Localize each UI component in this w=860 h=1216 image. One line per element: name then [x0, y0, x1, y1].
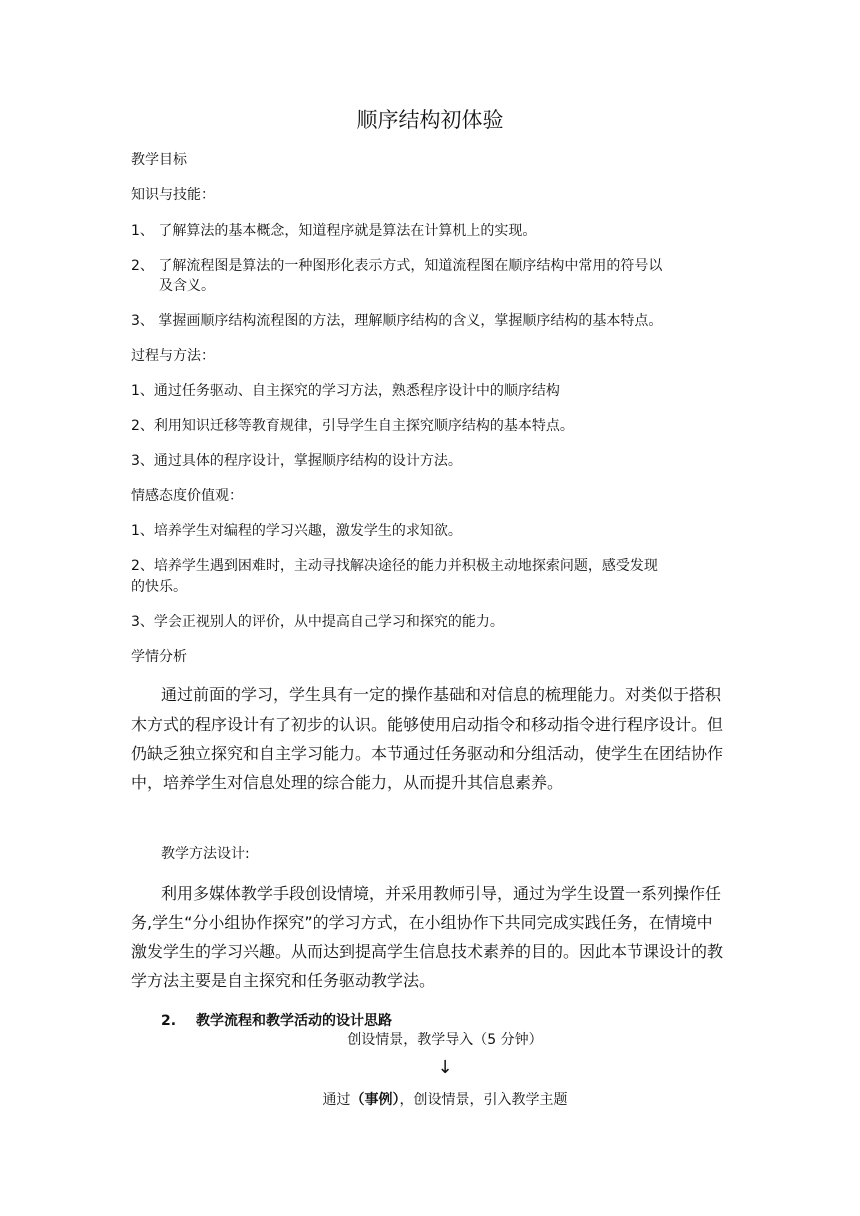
flow-arrow-icon: ↓ — [437, 1057, 453, 1078]
document-title: 顺序结构初体验 — [356, 108, 504, 132]
flow-step-1: 创设情景，教学导入（5 分钟） — [347, 1032, 543, 1048]
analysis-line-1: 通过前面的学习，学生具有一定的操作基础和对信息的梳理能力。对类似于搭积 — [161, 685, 722, 704]
flow-step-2-example: （事例） — [350, 1092, 400, 1108]
objectives-heading: 教学目标 — [131, 152, 187, 168]
flow-step-2-suffix: ，创设情景，引入教学主题 — [399, 1092, 568, 1108]
emotion-item-2: 2、培养学生遇到困难时，主动寻找解决途径的能力并积极主动地探索问题，感受发现 — [131, 558, 658, 574]
flow-section-number: 2. — [161, 1013, 177, 1029]
process-item-2: 2、利用知识迁移等教育规律，引导学生自主探究顺序结构的基本特点。 — [131, 418, 574, 434]
flow-section-heading: 教学流程和教学活动的设计思路 — [196, 1013, 392, 1029]
flow-step-2 — [0, 1090, 860, 1110]
emotion-heading: 情感态度价值观： — [131, 488, 243, 504]
method-line-3: 激发学生的学习兴趣。从而达到提高学生信息技术素养的目的。因此本节课设计的教 — [131, 942, 724, 961]
knowledge-item-1: 1、 了解算法的基本概念，知道程序就是算法在计算机上的实现。 — [131, 223, 537, 239]
knowledge-item-2-cont: 及含义。 — [159, 278, 215, 294]
emotion-item-3: 3、学会正视别人的评价，从中提高自己学习和探究的能力。 — [131, 614, 504, 630]
flow-step-2-prefix: 通过 — [322, 1092, 351, 1108]
analysis-line-3: 仍缺乏独立探究和自主学习能力。本节通过任务驱动和分组活动，使学生在团结协作 — [131, 744, 724, 763]
method-line-2: 务,学生“分小组协作探究”的学习方式，在小组协作下共同完成实践任务，在情境中 — [131, 913, 713, 932]
knowledge-item-3: 3、 掌握画顺序结构流程图的方法，理解顺序结构的含义，掌握顺序结构的基本特点。 — [131, 313, 663, 329]
process-item-3: 3、通过具体的程序设计，掌握顺序结构的设计方法。 — [131, 453, 462, 469]
analysis-line-4: 中，培养学生对信息处理的综合能力，从而提升其信息素养。 — [131, 773, 564, 792]
knowledge-heading: 知识与技能： — [131, 187, 215, 203]
analysis-line-2: 木方式的程序设计有了初步的认识。能够使用启动指令和移动指令进行程序设计。但 — [131, 715, 724, 734]
method-line-4: 学方法主要是自主探究和任务驱动教学法。 — [131, 971, 436, 990]
method-heading: 教学方法设计: — [161, 846, 250, 862]
analysis-heading: 学情分析 — [131, 649, 187, 665]
emotion-item-1: 1、培养学生对编程的学习兴趣，激发学生的求知欲。 — [131, 523, 462, 539]
process-heading: 过程与方法： — [131, 348, 215, 364]
process-item-1: 1、通过任务驱动、自主探究的学习方法，熟悉程序设计中的顺序结构 — [131, 383, 560, 399]
emotion-item-2-cont: 的快乐。 — [131, 579, 187, 595]
method-line-1: 利用多媒体教学手段创设情境，并采用教师引导，通过为学生设置一系列操作任 — [161, 884, 722, 903]
knowledge-item-2: 2、 了解流程图是算法的一种图形化表示方式，知道流程图在顺序结构中常用的符号以 — [131, 258, 663, 274]
